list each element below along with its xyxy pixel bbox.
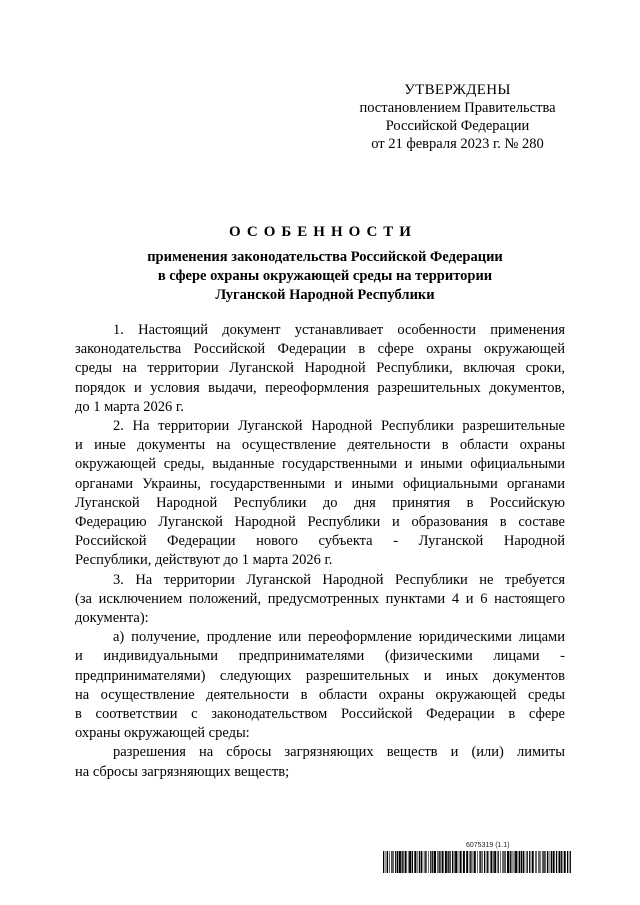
paragraph-line: окружающей среды, выданные государственными и иными официальными xyxy=(75,456,565,473)
approval-line: Российской Федерации xyxy=(385,118,530,134)
paragraph-line: а) получение, продление или переоформление юридическими лицами xyxy=(113,629,565,646)
paragraph xyxy=(75,571,565,629)
subtitle-line: в сфере охраны окружающей среды на территории xyxy=(157,268,493,284)
paragraph-line: порядок и условия выдачи, переоформления разрешительных документов, xyxy=(75,379,565,396)
paragraph-line: 2. На территории Луганской Народной Республики разрешительные xyxy=(113,418,565,435)
document-code: 6075319 (1.1) xyxy=(466,842,510,849)
paragraph-line: в соответствии с законодательством Российской Федерации в сфере xyxy=(75,706,565,723)
subtitle-line: Луганской Народной Республики xyxy=(215,287,435,303)
document-body xyxy=(75,321,565,782)
paragraph-line: охраны окружающей среды: xyxy=(75,725,250,742)
paragraph-line: на сбросы загрязняющих веществ; xyxy=(75,763,290,780)
paragraph-line: и иные документы на осуществление деятельности в области охраны xyxy=(75,437,565,454)
paragraph-line: Луганской Народной Республики до дня принятия в Российскую xyxy=(75,494,565,511)
paragraph-line: и индивидуальными предпринимателями (физическими лицами - xyxy=(75,648,565,665)
paragraph-line: органами Украины, государственными и иными официальными органами xyxy=(75,475,565,492)
paragraph xyxy=(75,321,565,417)
paragraph-line: документа): xyxy=(75,610,149,627)
document-title: ОСОБЕННОСТИ xyxy=(229,224,417,240)
paragraph-line: Федерацию Луганской Народной Республики и образования в составе xyxy=(75,514,565,531)
paragraph xyxy=(75,743,565,781)
paragraph-line: (за исключением положений, предусмотренных пунктами 4 и 6 настоящего xyxy=(75,590,565,607)
paragraph-line: среды на территории Луганской Народной Республики, включая сроки, xyxy=(75,360,565,377)
paragraph-line: Республики, действуют до 1 марта 2026 г. xyxy=(75,552,333,569)
paragraph-line: на осуществление деятельности в области охраны окружающей среды xyxy=(75,686,565,703)
paragraph-line: разрешения на сбросы загрязняющих веществ и (или) лимиты xyxy=(113,744,565,761)
approval-line: постановлением Правительства xyxy=(359,100,556,116)
paragraph-line: законодательства Российской Федерации в сфере охраны окружающей xyxy=(75,341,565,358)
paragraph-line: Российской Федерации нового субъекта - Луганской Народной xyxy=(75,533,565,550)
document-subtitle xyxy=(80,248,570,305)
paragraph-line: предпринимателями) следующих разрешительных и иных документов xyxy=(75,667,565,684)
paragraph-line: до 1 марта 2026 г. xyxy=(75,398,184,415)
paragraph-line: 3. На территории Луганской Народной Республики не требуется xyxy=(113,571,565,588)
paragraph xyxy=(75,417,565,571)
subtitle-line: применения законодательства Российской Федерации xyxy=(147,249,503,265)
approval-title: УТВЕРЖДЕНЫ xyxy=(404,82,511,98)
paragraph xyxy=(75,628,565,743)
approval-line: от 21 февраля 2023 г. № 280 xyxy=(371,136,544,152)
barcode-image xyxy=(383,851,571,873)
paragraph-line: 1. Настоящий документ устанавливает особенности применения xyxy=(113,322,565,338)
approval-block xyxy=(340,81,575,153)
